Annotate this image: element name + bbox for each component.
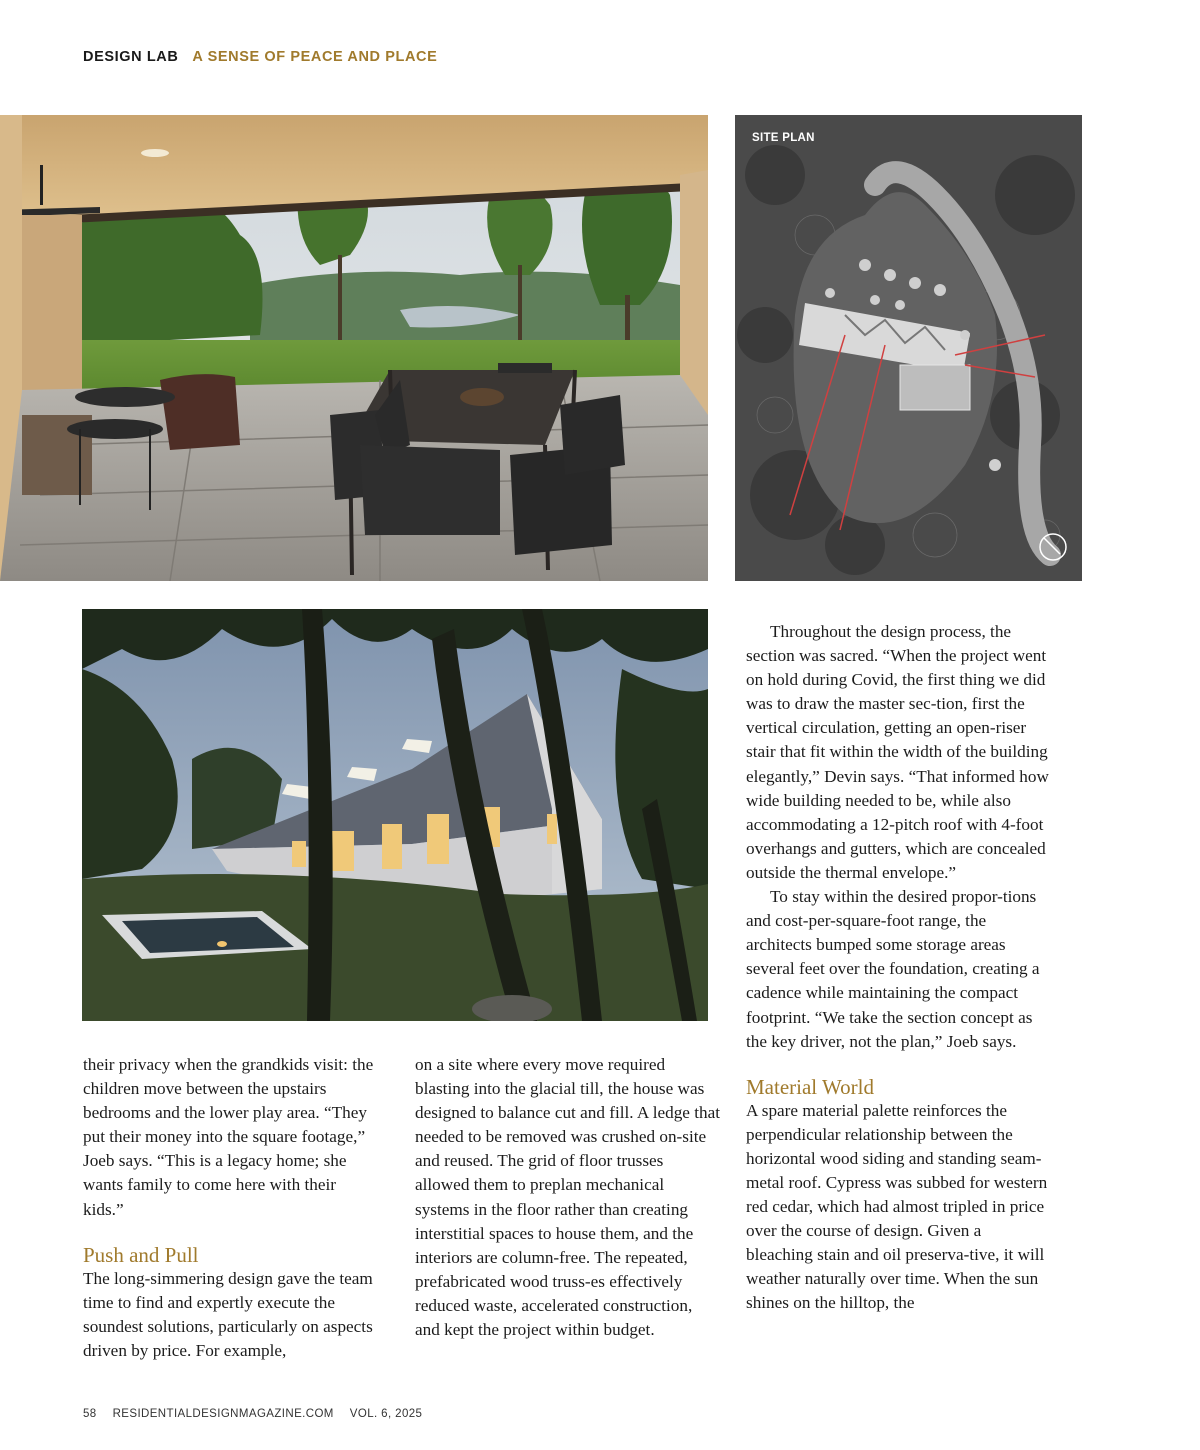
section-heading: Material World xyxy=(746,1074,874,1099)
body-paragraph: their privacy when the grandkids visit: the children move between the upstairs bedrooms and the lower play area. “They put their money into the square footage,” Joeb says. “This is a legacy home; she wants family to come here with their kids.” xyxy=(83,1055,374,1219)
body-paragraph: The long-simmering design gave the team time to find and expertly execute the soundest solutions, particularly on aspects driven by price. For example, xyxy=(83,1268,373,1360)
text-column-middle xyxy=(415,1053,721,1342)
footer-site: RESIDENTIALDESIGNMAGAZINE.COM xyxy=(112,1408,334,1420)
body-paragraph: To stay within the desired propor-tions and cost-per-square-foot range, the architects bumped some storage areas several feet over the foundation, creating a cadence while maintaining the compact footprint. “We take the section concept as the key driver, not the plan,” Joeb says. xyxy=(746,887,1040,1051)
text-column-left xyxy=(83,1053,378,1363)
body-paragraph: A spare material palette reinforces the perpendicular relationship between the horizontal wood siding and standing seam-metal roof. Cypress was subbed for western red cedar, which had almost tripled in price over the course of design. Given a bleaching stain and oil preserva-tive, it will weather naturally over time. When the sun shines on the hilltop, the xyxy=(746,1100,1048,1313)
page-footer xyxy=(83,1408,422,1420)
article-title: A SENSE OF PEACE AND PLACE xyxy=(192,49,438,65)
site-plan-label: SITE PLAN xyxy=(752,132,815,144)
house-dusk-photo xyxy=(82,609,708,1021)
body-paragraph: on a site where every move required blasting into the glacial till, the house was designed to balance cut and fill. A ledge that needed to be removed was crushed on-site and reused. The grid of floor trusses allowed them to preplan mechanical systems in the floor rather than creating interstitial spaces to house them, and the interiors are column-free. The repeated, prefabricated wood truss-es effectively reduced waste, accelerated construction, and kept the project within budget. xyxy=(415,1055,720,1340)
running-header xyxy=(83,49,437,65)
page-number: 58 xyxy=(83,1408,97,1420)
body-paragraph: Throughout the design process, the section was sacred. “When the project went on hold during Covid, the first thing we did was to draw the master sec-tion, first the vertical circulation, getting an open-riser stair that fit within the width of the building elegantly,” Devin says. “That informed how wide building needed to be, while also accommodating a 12-pitch roof with 4-foot overhangs and gutters, which are concealed outside the thermal envelope.” xyxy=(746,622,1049,882)
site-plan-image xyxy=(735,115,1082,581)
footer-volume: VOL. 6, 2025 xyxy=(349,1408,423,1420)
section-label: DESIGN LAB xyxy=(83,49,179,65)
text-column-right xyxy=(746,620,1052,1316)
section-heading: Push and Pull xyxy=(83,1242,199,1267)
patio-photo xyxy=(0,115,708,581)
